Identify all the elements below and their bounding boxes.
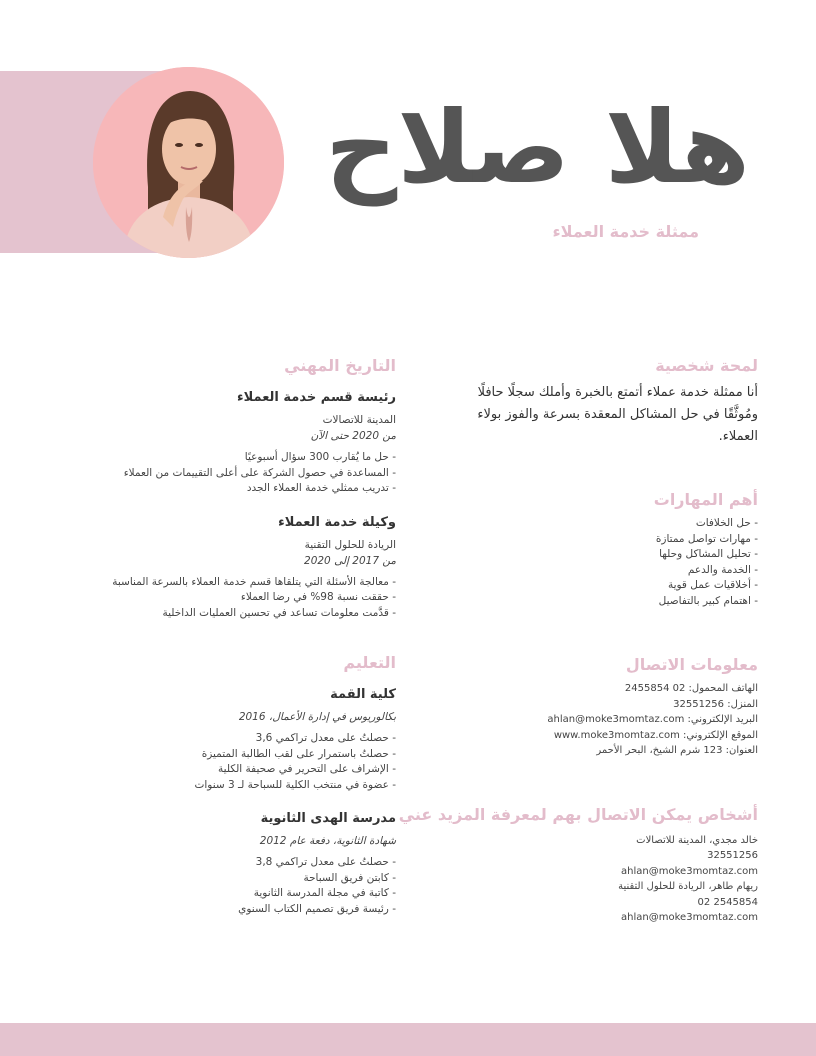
profile-photo	[93, 67, 284, 258]
job-bullet: - حققت نسبة 98% في رضا العملاء	[76, 590, 396, 606]
contact-website[interactable]: الموقع الإلكتروني: www.moke3momtaz.com	[553, 729, 758, 741]
skills-section	[458, 488, 758, 609]
school-degree: شهادة الثانوية، دفعة عام 2012	[259, 835, 396, 847]
job-bullet: - قدَّمت معلومات تساعد في تحسين العمليات الداخلية	[76, 606, 396, 622]
skills-list	[458, 516, 758, 609]
reference-1-name: خالد مجدي، المدينة للاتصالات	[636, 834, 758, 846]
school-bullet: - حصلتُ باستمرار على لقب الطالبة المتميزة	[76, 747, 396, 763]
left-column	[76, 354, 396, 917]
school-bullet: - عضوة في منتخب الكلية للسباحة لـ 3 سنوات	[76, 778, 396, 794]
contact-address: العنوان: 123 شرم الشيخ، البحر الأحمر	[596, 745, 758, 756]
school-bullet: - كابتن فريق السباحة	[76, 871, 396, 887]
contact-email[interactable]: البريد الإلكتروني: ahlan@moke3momtaz.com	[547, 714, 758, 725]
school-bullets	[76, 731, 396, 793]
job-company: المدينة للاتصالات	[322, 414, 396, 426]
experience-section	[76, 354, 396, 621]
skill-item: - الخدمة والدعم	[458, 563, 758, 579]
reference-2-email[interactable]: ahlan@moke3momtaz.com	[621, 912, 758, 923]
portrait-image	[93, 67, 284, 258]
school-bullet: - حصلتُ على معدل تراكمي 3,6	[76, 731, 396, 747]
education-section	[76, 651, 396, 917]
footer-accent-band	[0, 1023, 816, 1056]
skill-item: - حل الخلافات	[458, 516, 758, 532]
job-bullets	[76, 575, 396, 622]
job-entry	[76, 388, 396, 497]
school-entry	[76, 809, 396, 917]
school-entry	[76, 685, 396, 793]
skill-item: - أخلاقيات عمل قوية	[458, 578, 758, 594]
experience-heading: التاريخ المهني	[284, 356, 396, 375]
profile-heading: لمحة شخصية	[655, 356, 758, 375]
profile-text: أنا ممثلة خدمة عملاء أتمتع بالخبرة وأملك سجلًا حافلًا ومُوثَّقًا في حل المشاكل المعقدة بسرعة والفوز بولاء العملاء.	[477, 385, 758, 444]
job-bullets	[76, 450, 396, 497]
references-heading: أشخاص يمكن الاتصال بهم لمعرفة المزيد عني	[398, 804, 758, 824]
job-bullet: - المساعدة في حصول الشركة على أعلى التقييمات من العملاء	[76, 466, 396, 482]
job-company: الريادة للحلول التقنية	[304, 538, 396, 551]
reference-1-email[interactable]: ahlan@moke3momtaz.com	[621, 865, 758, 877]
school-bullets	[76, 855, 396, 917]
school-bullet: - رئيسة فريق تصميم الكتاب السنوي	[76, 902, 396, 918]
school-bullet: - حصلتُ على معدل تراكمي 3,8	[76, 855, 396, 871]
job-title: وكيلة خدمة العملاء	[278, 514, 396, 530]
skills-heading: أهم المهارات	[653, 490, 758, 509]
job-title-subtitle: ممثلة خدمة العملاء	[552, 222, 699, 241]
school-bullet: - كاتبة في مجلة المدرسة الثانوية	[76, 886, 396, 902]
job-dates: من 2017 إلى 2020	[304, 554, 396, 567]
contact-home: المنزل: 32551256	[673, 698, 758, 710]
school-name: كلية القمة	[330, 687, 396, 702]
skill-item: - مهارات تواصل ممتازة	[458, 532, 758, 548]
contact-section	[458, 653, 758, 759]
skill-item: - اهتمام كبير بالتفاصيل	[458, 594, 758, 610]
education-heading: التعليم	[343, 653, 396, 672]
candidate-name: هلا صلاح	[325, 89, 750, 206]
profile-section	[458, 354, 758, 448]
job-entry	[76, 513, 396, 622]
contact-mobile: الهاتف المحمول: 02 2455854	[624, 683, 758, 694]
reference-2-name: ريهام طاهر، الريادة للحلول التقنية	[618, 881, 758, 892]
right-column	[398, 354, 758, 926]
school-bullet: - الإشراف على التحرير في صحيفة الكلية	[76, 762, 396, 778]
references-section	[398, 803, 758, 926]
job-dates: من 2020 حتى الآن	[310, 430, 396, 442]
job-bullet: - معالجة الأسئلة التي يتلقاها قسم خدمة العملاء بالسرعة المناسبة	[76, 575, 396, 591]
job-title: رئيسة قسم خدمة العملاء	[236, 390, 396, 405]
job-bullet: - تدريب ممثلي خدمة العملاء الجدد	[76, 481, 396, 497]
skill-item: - تحليل المشاكل وحلها	[458, 547, 758, 563]
school-name: مدرسة الهدى الثانوية	[260, 811, 396, 826]
reference-1-phone: 32551256	[707, 850, 758, 861]
reference-2-phone: 2545854 02	[697, 896, 758, 908]
contact-heading: معلومات الاتصال	[625, 655, 758, 674]
school-degree: بكالوريوس في إدارة الأعمال، 2016	[238, 711, 396, 723]
job-bullet: - حل ما يُقارب 300 سؤال أسبوعيًا	[76, 450, 396, 466]
